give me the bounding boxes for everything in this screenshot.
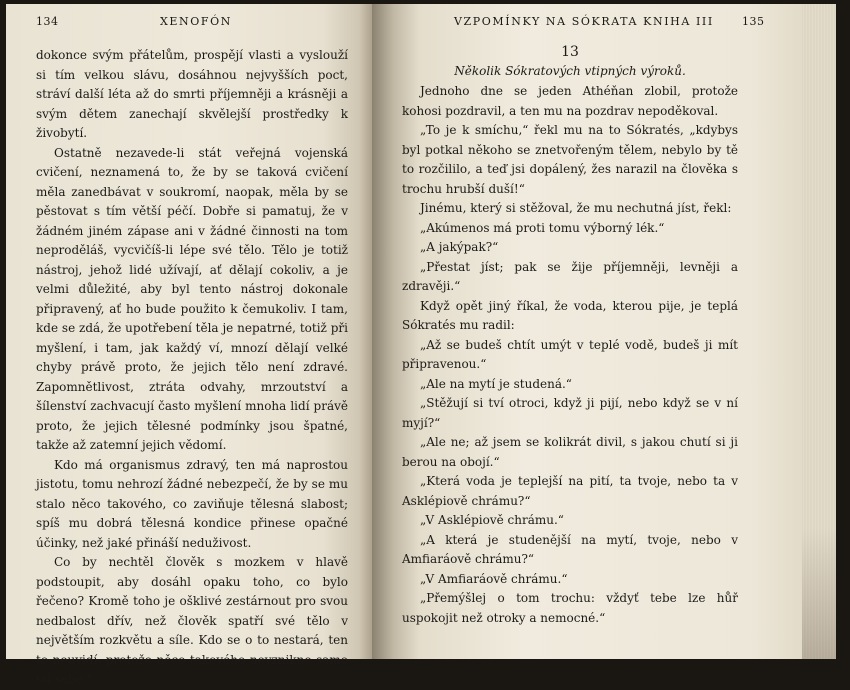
paragraph: „V Asklépiově chrámu.“: [420, 513, 564, 527]
paragraph: dokonce svým přátelům, prospějí vlasti a vyslouží si tím velkou slávu, dosáhnou nejvyšších poct, stráví další léta až do smrti příjemněji a krásněji a svým dětem zanechají skvělejší prostředky k živobytí.: [36, 48, 348, 140]
paragraph: Ostatně nezavede-li stát veřejná vojenská cvičení, neznamená to, že by se taková cvičení měla zanedbávat v soukromí, naopak, měla by se pěstovat s tím větší péčí. Dobře si pamatuj, že v žádném jiném zápase ani v žádné činnosti na tom neproděláš, vycvičíš-li lépe své tělo. Tělo je totiž nástroj, jehož lidé užívají, ať dělají cokoliv, a je velmi důležité, aby byl tento nástroj dokonale připravený, ať ho bude použito k čemukoliv. I tam, kde se zdá, že upotřebení těla je nepatrné, totiž při myšlení, i tam, jak každý ví, mnozí dělají velké chyby právě proto, že jejich tělo není zdravé. Zapomnětlivost, ztráta odvahy, mrzoutství a šílenství zachvacují často myšlení mnoha lidí právě proto, že jejich tělesné podmínky jsou špatné, takže až zatemní jejich vědomí.: [36, 145, 348, 452]
paragraph: Jednoho dne se jeden Athéňan zlobil, protože kohosi pozdravil, a ten mu na pozdrav nepoděkoval.: [402, 84, 738, 118]
chapter-title: Několik Sókratových vtipných výroků.: [454, 64, 686, 78]
paragraph: „A jakýpak?“: [420, 240, 499, 254]
paragraph: „Až se budeš chtít umýt v teplé vodě, budeš ji mít připravenou.“: [402, 337, 738, 371]
page-number-right: 135: [742, 15, 765, 28]
chapter-number: 13: [561, 44, 579, 60]
paragraph: „Přemýšlej o tom trochu: vždyť tebe lze hůř uspokojit než otroky a nemocné.“: [402, 591, 738, 625]
paragraph: „Přestat jíst; pak se žije příjemněji, levněji a zdravěji.“: [402, 259, 738, 293]
paragraph: Jinému, který si stěžoval, že mu nechutná jíst, řekl:: [420, 201, 732, 215]
running-head-left: XENOFÓN: [160, 15, 232, 28]
left-page: [6, 4, 374, 686]
paragraph: „To je k smíchu,“ řekl mu na to Sókratés, „kdybys byl potkal někoho se znetvořeným tělem, nebylo by tě to rozčililo, a teď jsi dopálený, žes narazil na člověka s trochu hrubší duší!“: [402, 123, 738, 196]
paragraph: „Která voda je teplejší na pití, ta tvoje, nebo ta v Asklépiově chrámu?“: [402, 474, 738, 508]
paragraph: „Ale na mytí je studená.“: [420, 376, 572, 391]
paragraph: Když opět jiný říkal, že voda, kterou pije, je teplá Sókratés mu radil:: [402, 298, 738, 332]
paragraph: „Ale ne; až jsem se kolikrát divil, s jakou chutí si ji berou na obojí.“: [402, 435, 738, 469]
right-text-column: [402, 82, 738, 628]
paragraph: „A která je studenější na mytí, tvoje, nebo v Amfiaráově chrámu?“: [402, 532, 738, 566]
paragraph: Kdo má organismus zdravý, ten má naprostou jistotu, tomu nehrozí žádné nebezpečí, že by se mu stalo něco takového, co zaviňuje tělesná slabost; spíš mu dobrá tělesná kondice přinese opačné účinky, než jaké přináší neduživost.: [36, 457, 348, 550]
paragraph: „Stěžují si tví otroci, když ji pijí, nebo když se v ní myjí?“: [402, 396, 738, 430]
open-book: [6, 4, 836, 686]
running-head-right: VZPOMÍNKY NA SÓKRATA KNIHA III: [454, 15, 714, 28]
paragraph: Co by nechtěl člověk s mozkem v hlavě podstoupit, aby dosáhl opaku toho, co bylo řečeno? Kromě toho je ošklivé zestárnout pro svou nedbalost dřív, než člověk spatří své tělo v největším rozkvětu a síle. Kdo se o to nestará, ten to neuvidí, protože něco takového nevznikne samo od sebe.“: [36, 555, 348, 686]
right-page: [372, 4, 802, 659]
page-edges: [802, 4, 836, 659]
paragraph: „V Amfiaráově chrámu.“: [420, 571, 568, 586]
paragraph: „Akúmenos má proti tomu výborný lék.“: [420, 220, 665, 235]
left-text-column: [36, 46, 348, 690]
page-number-left: 134: [36, 15, 59, 28]
